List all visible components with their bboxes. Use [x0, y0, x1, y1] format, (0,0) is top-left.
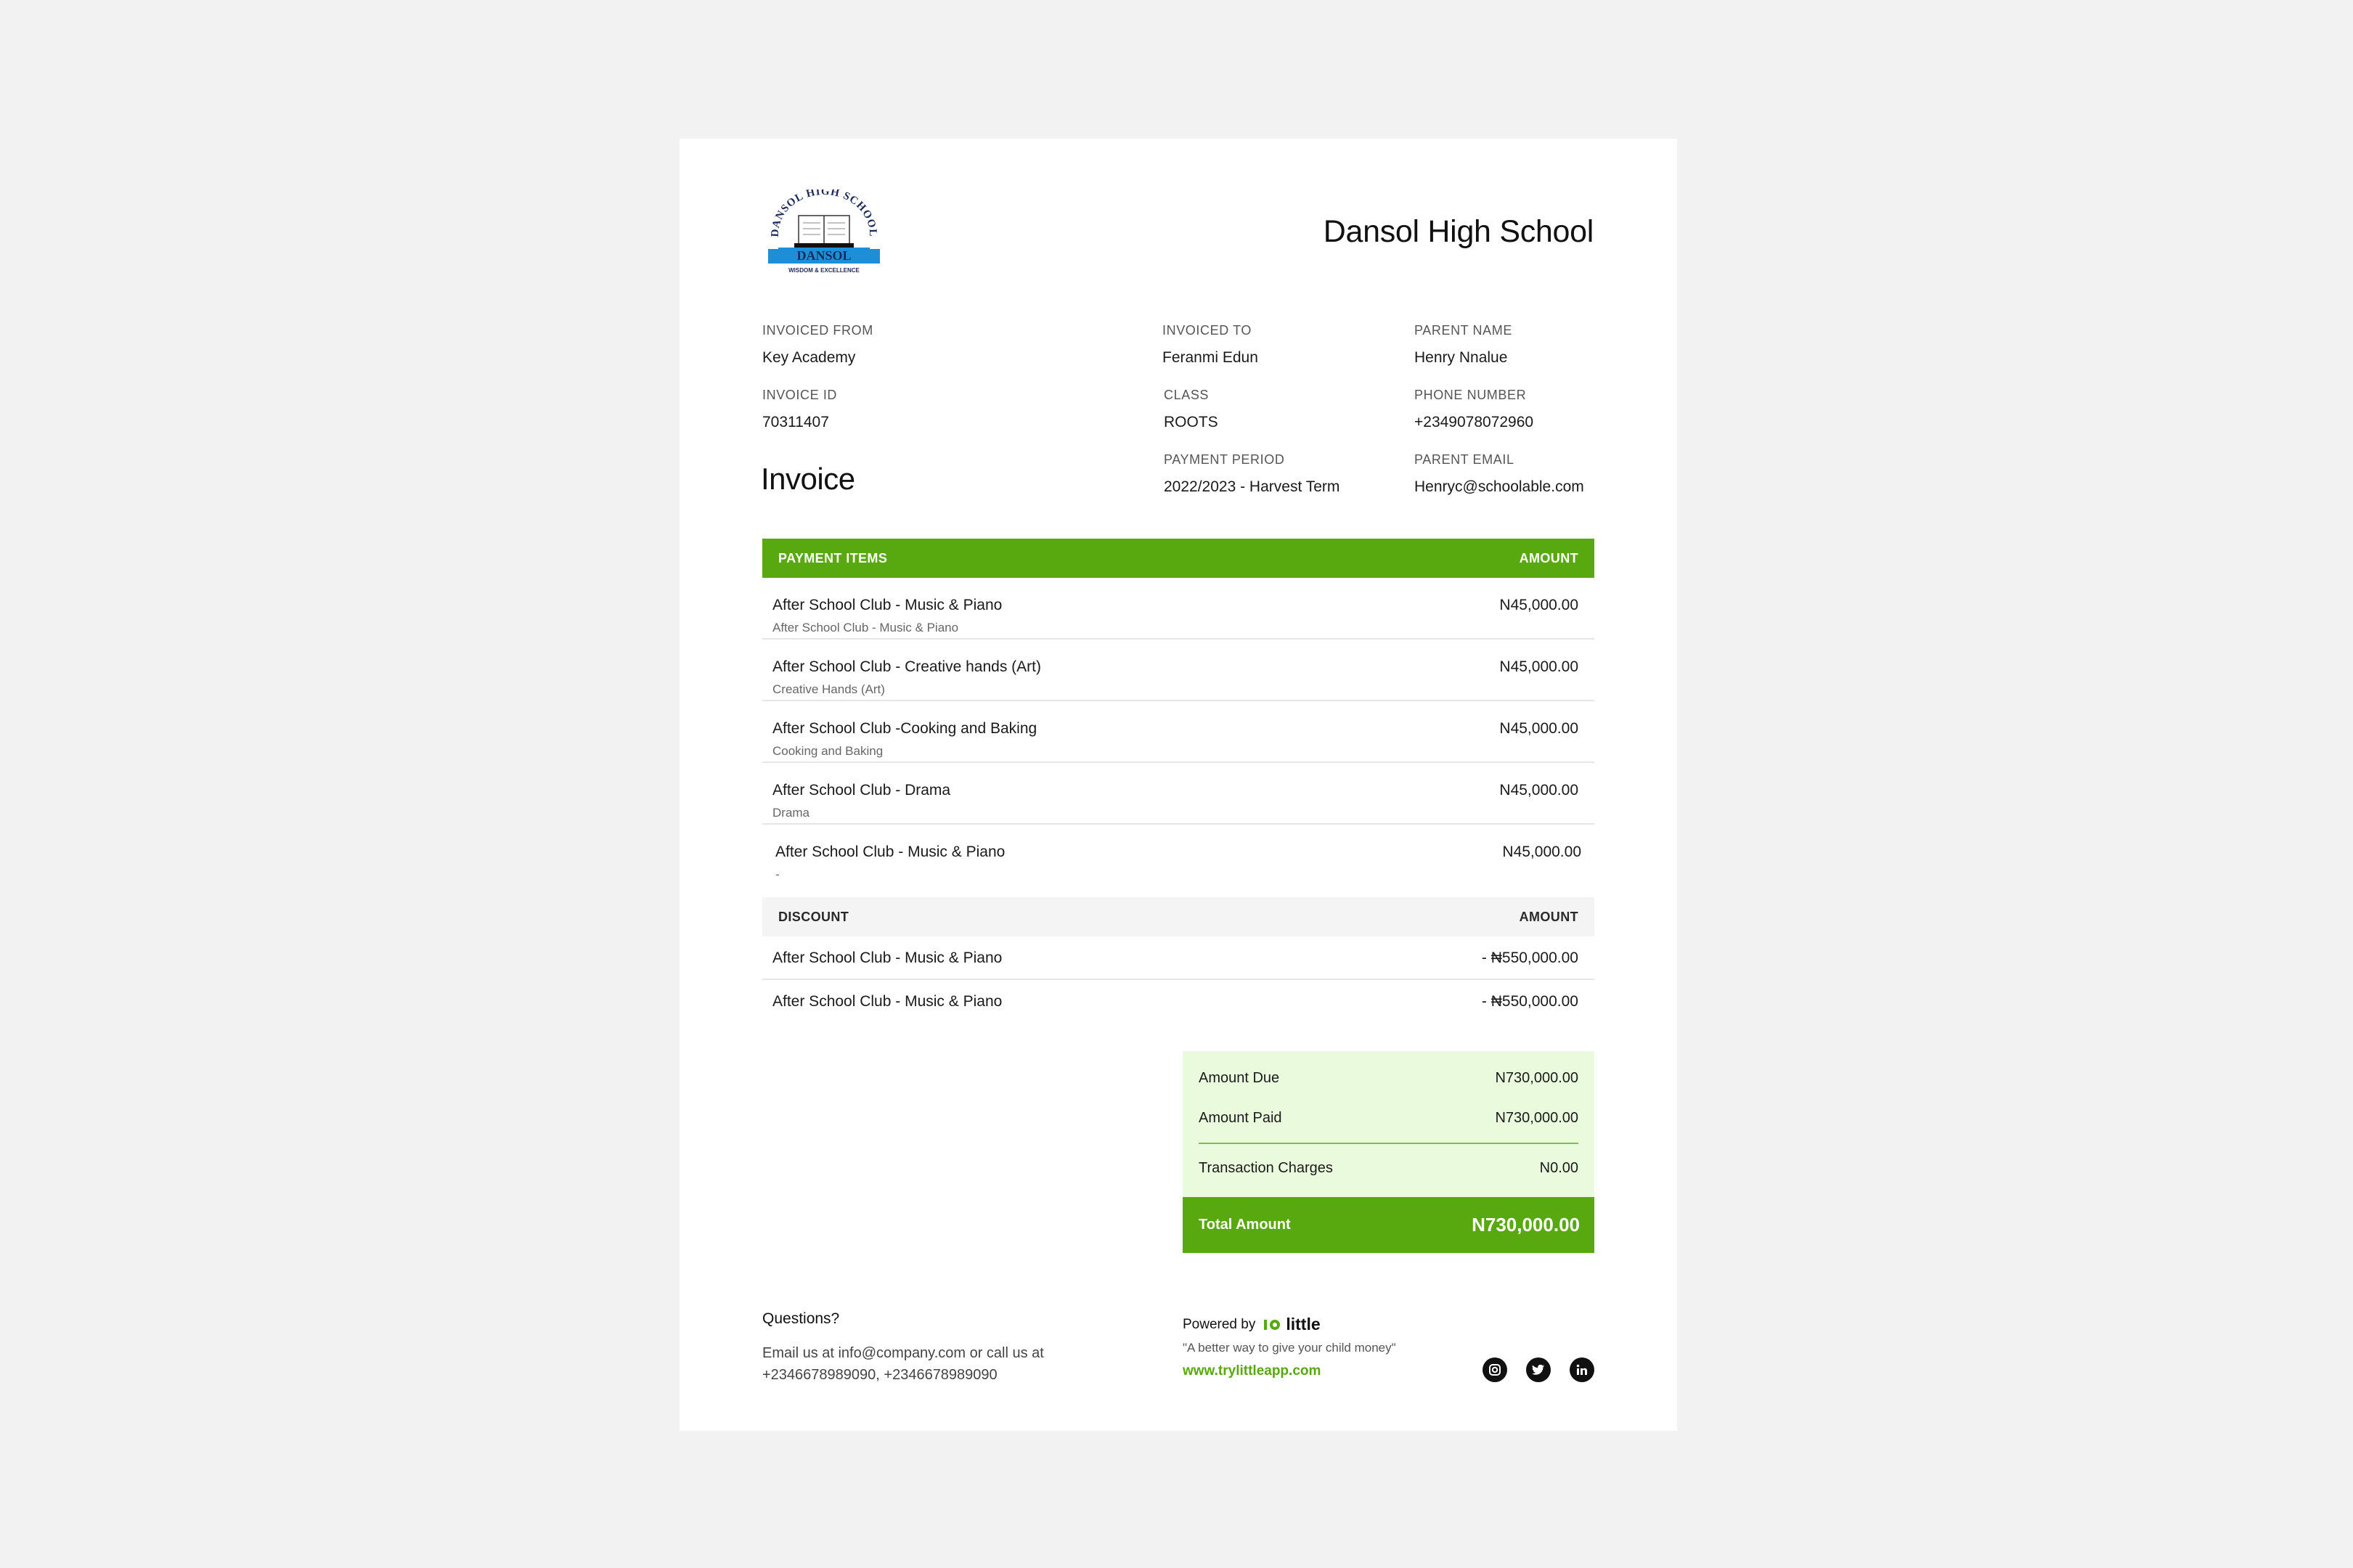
amount-due-value: N730,000.00 [1495, 1070, 1578, 1086]
class-value: ROOTS [1164, 414, 1218, 430]
payment-amount-header-label: AMOUNT [1519, 551, 1578, 565]
item-description: After School Club - Music & Piano [772, 621, 959, 634]
website-link[interactable]: www.trylittleapp.com [1183, 1363, 1321, 1379]
amount-summary [1183, 1051, 1594, 1197]
invoice-id-value: 70311407 [762, 414, 829, 430]
table-row [762, 763, 1594, 825]
school-logo [762, 189, 886, 278]
brand-logo [1264, 1315, 1320, 1334]
brand-name: little [1286, 1315, 1321, 1334]
table-row [762, 825, 1594, 897]
amount-paid-label: Amount Paid [1199, 1110, 1282, 1126]
invoiced-to-label: INVOICED TO [1162, 323, 1252, 338]
invoiced-from-value: Key Academy [762, 349, 856, 366]
payment-period-value: 2022/2023 - Harvest Term [1164, 478, 1340, 495]
table-row [762, 578, 1594, 640]
item-amount: N45,000.00 [1499, 658, 1578, 675]
discount-header [762, 897, 1594, 936]
summary-divider [1199, 1143, 1578, 1144]
item-amount: N45,000.00 [1499, 782, 1578, 799]
little-logo-icon [1264, 1318, 1283, 1332]
total-amount-bar [1183, 1197, 1594, 1253]
item-name: After School Club - Creative hands (Art) [772, 658, 1041, 675]
phone-value: +2349078072960 [1414, 414, 1534, 430]
payment-items-header [762, 539, 1594, 578]
table-row [762, 701, 1594, 763]
class-label: CLASS [1164, 388, 1210, 402]
discount-body [762, 936, 1594, 1024]
table-row [762, 936, 1594, 980]
table-row [762, 980, 1594, 1024]
total-amount-value: N730,000.00 [1472, 1214, 1580, 1236]
discount-amount: - ₦550,000.00 [1481, 993, 1578, 1010]
questions-text: Email us at info@company.com or call us at +2346678989090, +2346678989090 [762, 1345, 1044, 1383]
discount-amount: - ₦550,000.00 [1481, 950, 1578, 966]
total-amount-label: Total Amount [1199, 1217, 1291, 1233]
item-name: After School Club - Music & Piano [772, 597, 1003, 613]
item-amount: N45,000.00 [1499, 720, 1578, 737]
parent-name-label: PARENT NAME [1414, 323, 1512, 338]
amount-due-label: Amount Due [1199, 1070, 1280, 1086]
parent-name-value: Henry Nnalue [1414, 349, 1508, 366]
linkedin-icon[interactable] [1570, 1357, 1594, 1382]
payment-items-body [762, 578, 1594, 897]
item-name: After School Club - Drama [772, 782, 951, 799]
item-name: After School Club -Cooking and Baking [772, 720, 1037, 737]
phone-label: PHONE NUMBER [1414, 388, 1527, 402]
powered-by [1183, 1315, 1321, 1334]
payment-items-header-label: PAYMENT ITEMS [778, 551, 888, 565]
item-description: Creative Hands (Art) [772, 682, 885, 696]
payment-period-label: PAYMENT PERIOD [1164, 452, 1285, 467]
discount-header-label: DISCOUNT [778, 910, 849, 924]
item-description: - [775, 867, 780, 881]
item-description: Cooking and Baking [772, 744, 884, 758]
item-amount: N45,000.00 [1502, 844, 1581, 860]
invoice-page [680, 139, 1677, 1431]
invoiced-to-value: Feranmi Edun [1162, 349, 1258, 366]
questions-title: Questions? [762, 1310, 840, 1327]
logo-arc-text: DANSOL HIGH SCHOOL [769, 189, 879, 237]
tagline: "A better way to give your child money" [1183, 1341, 1396, 1355]
logo-banner-text: DANSOL [796, 248, 852, 263]
transaction-charges-label: Transaction Charges [1199, 1160, 1333, 1176]
amount-paid-value: N730,000.00 [1495, 1110, 1578, 1126]
parent-email-value: Henryc@schoolable.com [1414, 478, 1584, 495]
item-description: Drama [772, 806, 810, 820]
powered-by-label: Powered by [1183, 1316, 1256, 1332]
social-links [1483, 1357, 1594, 1382]
logo-motto: WISDOM & EXCELLENCE [788, 267, 860, 274]
invoice-id-label: INVOICE ID [762, 388, 838, 402]
discount-name: After School Club - Music & Piano [772, 993, 1003, 1010]
item-amount: N45,000.00 [1499, 597, 1578, 613]
item-name: After School Club - Music & Piano [775, 844, 1006, 860]
transaction-charges-value: N0.00 [1539, 1160, 1578, 1176]
parent-email-label: PARENT EMAIL [1414, 452, 1514, 467]
invoice-title: Invoice [761, 462, 855, 496]
discount-name: After School Club - Music & Piano [772, 950, 1003, 966]
invoiced-from-label: INVOICED FROM [762, 323, 873, 338]
school-name: Dansol High School [1323, 214, 1594, 249]
instagram-icon[interactable] [1483, 1357, 1507, 1382]
table-row [762, 640, 1594, 701]
discount-amount-header-label: AMOUNT [1519, 910, 1578, 924]
twitter-icon[interactable] [1526, 1357, 1551, 1382]
